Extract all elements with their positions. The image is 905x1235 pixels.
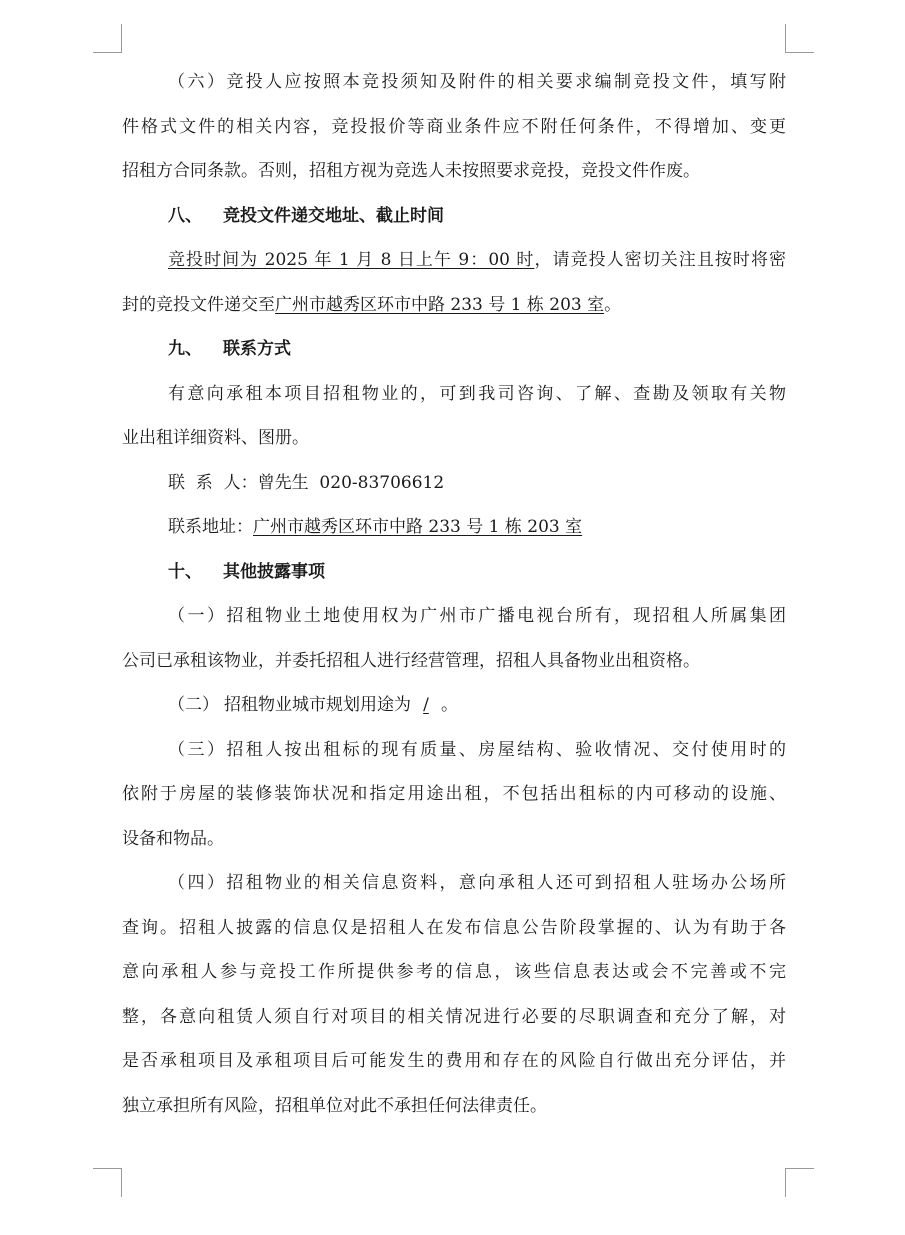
contact-person-label: 联 系 人： [168,472,258,493]
item3-number: （三） [168,739,224,760]
item4-text-1: 招租物业的相关信息资料，意向承租人还可到招租人驻场办公场所 [224,873,786,893]
section-8-line2-pre: 封的竞投文件递交至 [122,294,275,315]
item6-number: （六） [168,72,224,92]
item4-line5: 是否承租项目及承租项目后可能发生的费用和存在的风险自行做出充分评估，并 [122,1051,786,1071]
item6-line1 [122,60,786,105]
bid-time-text: 竞投时间为 2025 年 1 月 8 日上午 9：00 时 [168,250,535,270]
item1-number: （一） [168,606,224,626]
contact-person-line [122,461,786,506]
section-8-line1 [122,238,786,283]
item2-text-post: 。 [441,695,458,715]
contact-address-label: 联系地址： [168,517,253,537]
section-9-line2: 业出租详细资料、图册。 [122,428,309,448]
section-9-number: 九、 [168,339,202,359]
item1-text-1: 招租物业土地使用权为广州市广播电视台所有，现招租人所属集团 [224,606,786,626]
item4-line3: 意向承租人参与竞投工作所提供参考的信息，该些信息表达或会不完善或不完 [122,962,786,982]
section-10-title: 其他披露事项 [223,561,325,582]
section-8-number: 八、 [168,205,202,226]
section-8-line2 [122,283,786,328]
section-9-line1: 有意向承租本项目招租物业的，可到我司咨询、了解、查勘及领取有关物 [168,383,786,404]
item4-line1 [122,861,786,906]
contact-address-value: 广州市越秀区环市中路 233 号 1 栋 203 室 [253,517,583,537]
item2-line1 [122,683,786,728]
section-8-heading [122,194,786,239]
page-corner-mark-top-right [785,24,814,53]
item6-line2: 件格式文件的相关内容，竞投报价等商业条件应不附任何条件，不得增加、变更 [122,116,786,137]
item4-line2: 查询。招租人披露的信息仅是招租人在发布信息公告阶段掌握的、认为有助于各 [122,917,786,938]
section-9-heading [122,327,786,372]
item4-line6: 独立承担所有风险，招租单位对此不承担任何法律责任。 [122,1095,547,1116]
page-corner-mark-top-left [93,24,122,53]
page-corner-mark-bottom-right [785,1168,814,1197]
item1-line2: 公司已承租该物业，并委托招租人进行经营管理，招租人具备物业出租资格。 [122,650,700,671]
submission-address: 广州市越秀区环市中路 233 号 1 栋 203 室 [275,294,605,315]
planning-use-blank: / [423,695,429,715]
item1-line1 [122,594,786,639]
section-9-title: 联系方式 [223,339,291,359]
item4-number: （四） [168,873,224,893]
item3-text-1: 招租人按出租标的现有质量、房屋结构、验收情况、交付使用时的 [224,739,786,760]
document-page [122,60,786,1128]
item2-text-pre: 招租物业城市规划用途为 [224,695,411,715]
page-corner-mark-bottom-left [93,1168,122,1197]
section-8-line1-rest: ，请竞投人密切关注且按时将密 [534,250,786,270]
section-8-title: 竞投文件递交地址、截止时间 [223,205,444,226]
item6-text-1: 竞投人应按照本竞投须知及附件的相关要求编制竞投文件，填写附 [224,72,786,92]
section-10-heading [122,550,786,595]
item3-line2: 依附于房屋的装修装饰状况和指定用途出租，不包括出租标的内可移动的设施、 [122,784,786,804]
section-8-line2-post: 。 [604,294,622,315]
item3-line1 [122,728,786,773]
item3-line3: 设备和物品。 [122,828,224,849]
item2-number: （二） [168,695,219,715]
contact-person-value: 曾先生 020-83706612 [257,472,445,493]
section-10-number: 十、 [168,561,202,582]
contact-address-line [122,505,786,550]
item4-line4: 整，各意向租赁人须自行对项目的相关情况进行必要的尽职调查和充分了解，对 [122,1006,786,1027]
item6-line3: 招租方合同条款。否则，招租方视为竞选人未按照要求竞投，竞投文件作废。 [122,161,700,181]
